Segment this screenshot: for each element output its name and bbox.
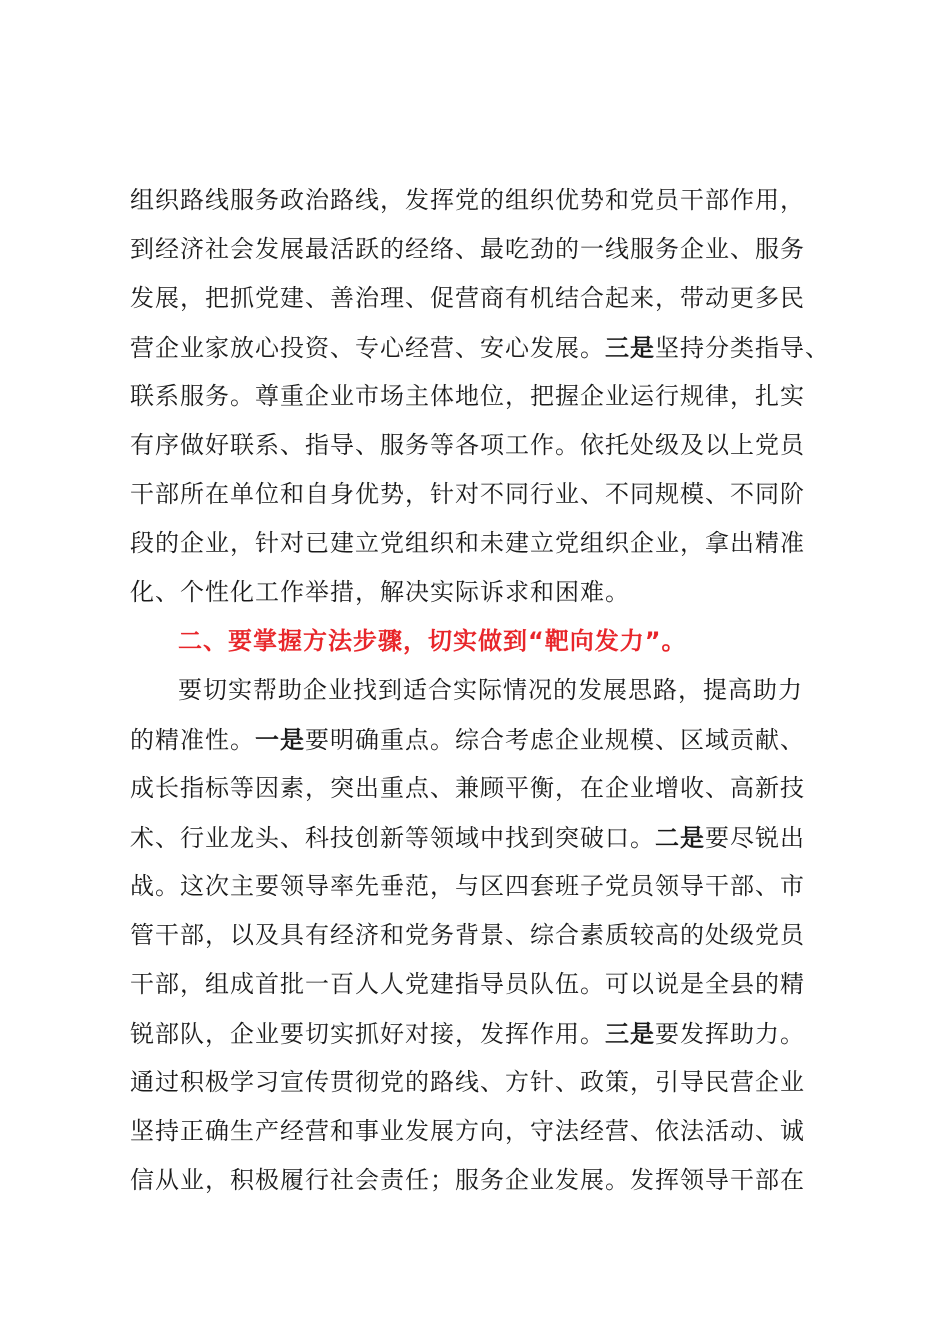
section-heading: 二、要掌握方法步骤，切实做到“靶向发力”。 xyxy=(178,627,687,655)
text-line: 战。这次主要领导率先垂范，与区四套班子党员领导干部、市 xyxy=(130,872,805,900)
text-line: 通过积极学习宣传贯彻党的路线、方针、政策，引导民营企业 xyxy=(130,1068,805,1096)
text-line: 管干部，以及具有经济和党务背景、综合素质较高的处级党员 xyxy=(130,921,805,949)
text-line: 化、个性化工作举措，解决实际诉求和困难。 xyxy=(130,578,630,606)
text-line: 联系服务。尊重企业市场主体地位，把握企业运行规律，扎实 xyxy=(130,382,805,410)
text-line xyxy=(130,323,860,372)
text-line xyxy=(130,715,860,764)
text-line xyxy=(130,1009,860,1058)
text-line: 组织路线服务政治路线，发挥党的组织优势和党员干部作用， xyxy=(130,186,805,214)
paragraph-first-line: 要切实帮助企业找到适合实际情况的发展思路，提高助力 xyxy=(178,676,803,704)
text-line: 信从业，积极履行社会责任；服务企业发展。发挥领导干部在 xyxy=(130,1166,805,1194)
text-line: 成长指标等因素，突出重点、兼顾平衡，在企业增收、高新技 xyxy=(130,774,805,802)
text-run: 坚持分类指导、 xyxy=(655,334,830,362)
text-run: 锐部队，企业要切实抓好对接，发挥作用。 xyxy=(130,1020,605,1048)
text-line: 坚持正确生产经营和事业发展方向，守法经营、依法活动、诚 xyxy=(130,1117,805,1145)
text-line xyxy=(130,813,860,862)
text-line: 段的企业，针对已建立党组织和未建立党组织企业，拿出精准 xyxy=(130,529,805,557)
bold-marker: 三是 xyxy=(605,333,655,362)
text-run: 术、行业龙头、科技创新等领域中找到突破口。 xyxy=(130,824,655,852)
text-line: 干部所在单位和自身优势，针对不同行业、不同规模、不同阶 xyxy=(130,480,805,508)
text-run: 的精准性。 xyxy=(130,726,255,754)
bold-marker: 一是 xyxy=(255,725,305,754)
bold-marker: 三是 xyxy=(605,1019,655,1048)
text-run: 要发挥助力。 xyxy=(655,1020,805,1048)
text-run: 要尽锐出 xyxy=(705,824,805,852)
text-line: 发展，把抓党建、善治理、促营商有机结合起来，带动更多民 xyxy=(130,284,805,312)
document-body xyxy=(130,176,860,1205)
text-line: 有序做好联系、指导、服务等各项工作。依托处级及以上党员 xyxy=(130,431,805,459)
text-run: 要明确重点。综合考虑企业规模、区域贡献、 xyxy=(305,726,805,754)
text-line: 干部，组成首批一百人人党建指导员队伍。可以说是全县的精 xyxy=(130,970,805,998)
bold-marker: 二是 xyxy=(655,823,705,852)
text-run: 营企业家放心投资、专心经营、安心发展。 xyxy=(130,334,605,362)
text-line: 到经济社会发展最活跃的经络、最吃劲的一线服务企业、服务 xyxy=(130,235,805,263)
